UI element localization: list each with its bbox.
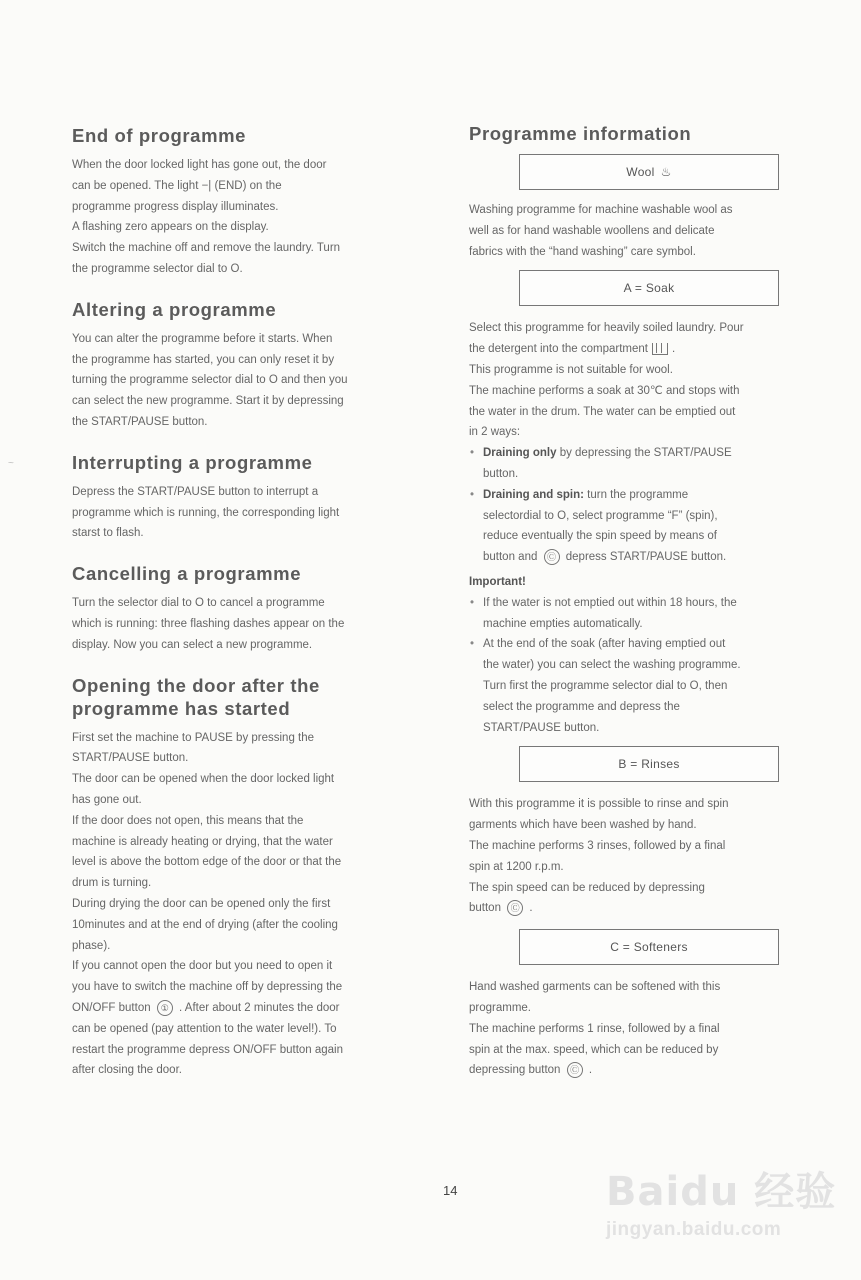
paragraph-line: drum is turning. bbox=[72, 877, 152, 890]
left-column bbox=[72, 118, 434, 1099]
spin-speed-icon: Ⓒ bbox=[567, 1062, 583, 1078]
text-fragment: If the water is not emptied out within 18 hours, the bbox=[483, 596, 737, 609]
text-fragment: START/PAUSE button. bbox=[483, 721, 600, 734]
list-item-bold: Draining and spin: bbox=[483, 488, 584, 501]
paragraph-line: phase). bbox=[72, 939, 111, 952]
paragraph-line: has gone out. bbox=[72, 793, 142, 806]
paragraph-line bbox=[469, 1060, 829, 1081]
paragraph-line: When the door locked light has gone out, the door bbox=[72, 159, 327, 171]
paragraph-line: Depress the START/PAUSE button to interrupt a bbox=[72, 485, 319, 498]
heading-end-of-programme: End of programme bbox=[72, 125, 247, 146]
baidu-watermark bbox=[606, 1160, 846, 1260]
watermark-url: jingyan.baidu.com bbox=[606, 1219, 782, 1240]
text-fragment: selectordial to O, select programme “F” (spin), bbox=[483, 509, 718, 522]
text-fragment: by depressing the START/PAUSE bbox=[559, 447, 732, 460]
text-fragment: . After about 2 minutes the door bbox=[179, 1001, 340, 1014]
spin-speed-icon: Ⓒ bbox=[544, 549, 560, 565]
list-item bbox=[469, 485, 829, 568]
section-end-of-programme bbox=[72, 124, 434, 280]
text-fragment: . bbox=[529, 902, 533, 915]
page-number: 14 bbox=[443, 1183, 458, 1198]
paragraph-line: spin at 1200 r.p.m. bbox=[469, 860, 564, 873]
paragraph-line: This programme is not suitable for wool. bbox=[469, 363, 673, 376]
spin-speed-icon: Ⓒ bbox=[507, 900, 523, 916]
text-fragment: select the programme and depress the bbox=[483, 700, 680, 713]
text-fragment: depress START/PAUSE button. bbox=[565, 551, 727, 564]
paragraph-line: in 2 ways: bbox=[469, 426, 521, 439]
text-fragment: the water) you can select the washing programme. bbox=[483, 659, 741, 672]
section-interrupting bbox=[72, 451, 434, 544]
paragraph-line bbox=[469, 898, 829, 919]
detergent-compartment-icon bbox=[652, 343, 668, 355]
paragraph-line: turning the programme selector dial to O and then you bbox=[72, 374, 348, 387]
right-column bbox=[469, 122, 829, 1081]
paragraph-line: garments which have been washed by hand. bbox=[469, 819, 697, 832]
rinses-box bbox=[519, 746, 779, 782]
paragraph-line: starst to flash. bbox=[72, 527, 144, 540]
paragraph-line: Washing programme for machine washable wool as bbox=[469, 204, 733, 216]
paragraph-line: First set the machine to PAUSE by pressing the bbox=[72, 731, 315, 744]
paragraph-line: display. Now you can select a new programme. bbox=[72, 638, 313, 651]
paragraph-line: If the door does not open, this means that the bbox=[72, 814, 304, 827]
paragraph-line: Turn the selector dial to O to cancel a programme bbox=[72, 597, 325, 610]
paragraph-line: fabrics with the “hand washing” care symbol. bbox=[469, 245, 696, 258]
soak-box bbox=[519, 270, 779, 306]
list-item bbox=[469, 634, 829, 738]
text-fragment: depressing button bbox=[469, 1064, 561, 1077]
paragraph-line: machine is already heating or drying, that the water bbox=[72, 835, 333, 848]
heading-programme-information: Programme information bbox=[469, 123, 692, 144]
paragraph-line: The machine performs 1 rinse, followed by a final bbox=[469, 1022, 720, 1035]
margin-mark: ~ bbox=[8, 458, 14, 469]
paragraph-line: The machine performs a soak at 30℃ and stops with bbox=[469, 384, 740, 397]
paragraph-line: the water in the drum. The water can be emptied out bbox=[469, 405, 736, 418]
paragraph-line: the programme has started, you can only reset it by bbox=[72, 353, 335, 366]
heading-interrupting: Interrupting a programme bbox=[72, 451, 313, 473]
drain-options-list bbox=[469, 443, 829, 568]
paragraph-line: The door can be opened when the door locked light bbox=[72, 773, 335, 786]
soak-label: A = Soak bbox=[623, 281, 675, 296]
paragraph-line: after closing the door. bbox=[72, 1064, 182, 1077]
text-fragment: . bbox=[672, 343, 676, 356]
on-off-icon: ① bbox=[157, 1000, 173, 1016]
paragraph-line: START/PAUSE button. bbox=[72, 752, 189, 765]
paragraph-line bbox=[469, 339, 829, 360]
important-list bbox=[469, 593, 829, 739]
paragraph-line: you have to switch the machine off by depressing the bbox=[72, 981, 343, 994]
text-fragment: Turn first the programme selector dial to O, then bbox=[483, 679, 728, 692]
paragraph-line: spin at the max. speed, which can be reduced by bbox=[469, 1043, 719, 1056]
heading-cancelling: Cancelling a programme bbox=[72, 563, 302, 585]
paragraph-line: which is running: three flashing dashes appear on the bbox=[72, 617, 345, 630]
paragraph-line: If you cannot open the door but you need to open it bbox=[72, 960, 333, 973]
watermark-logo: Baidu 经验 bbox=[606, 1169, 837, 1215]
list-item bbox=[469, 443, 829, 485]
text-fragment: ON/OFF button bbox=[72, 1001, 151, 1014]
paragraph-line: The machine performs 3 rinses, followed by a final bbox=[469, 839, 726, 852]
text-fragment: . bbox=[588, 1064, 593, 1077]
section-opening-door bbox=[72, 674, 434, 1082]
list-item-bold: Draining only bbox=[483, 447, 557, 460]
wool-box bbox=[519, 154, 779, 190]
paragraph-line: 10minutes and at the end of drying (after the cooling bbox=[72, 918, 338, 931]
softeners-label: C = Softeners bbox=[610, 940, 688, 955]
paragraph-line bbox=[72, 998, 434, 1019]
paragraph-line: Switch the machine off and remove the laundry. Turn bbox=[72, 242, 341, 255]
wool-label: Wool bbox=[626, 165, 655, 179]
paragraph-line: With this programme it is possible to rinse and spin bbox=[469, 798, 729, 811]
text-fragment: button. bbox=[483, 467, 519, 480]
text-fragment: button bbox=[469, 902, 501, 915]
important-label: Important! bbox=[469, 575, 526, 588]
paragraph-line: programme which is running, the corresponding light bbox=[72, 506, 340, 519]
list-item bbox=[469, 593, 829, 635]
text-fragment: turn the programme bbox=[587, 488, 689, 501]
heading-altering: Altering a programme bbox=[72, 298, 277, 320]
paragraph-line: well as for hand washable woollens and delicate bbox=[469, 224, 715, 237]
softeners-box bbox=[519, 929, 779, 965]
section-cancelling bbox=[72, 562, 434, 655]
paragraph-line: You can alter the programme before it starts. When bbox=[72, 332, 333, 345]
text-fragment: reduce eventually the spin speed by means of bbox=[483, 530, 717, 543]
paragraph-line: the programme selector dial to O. bbox=[72, 262, 243, 275]
text-fragment: button and bbox=[483, 551, 538, 564]
paragraph-line: the START/PAUSE button. bbox=[72, 415, 208, 428]
paragraph-line: programme. bbox=[469, 1001, 531, 1014]
paragraph-line: can select the new programme. Start it by depressing bbox=[72, 395, 344, 408]
paragraph-line: can be opened (pay attention to the water level!). To bbox=[72, 1022, 337, 1035]
paragraph-line: Select this programme for heavily soiled laundry. Pour bbox=[469, 322, 744, 335]
text-fragment: At the end of the soak (after having emptied out bbox=[483, 638, 726, 651]
heading-opening-door-1: Opening the door after the bbox=[72, 674, 320, 696]
paragraph-line: restart the programme depress ON/OFF button again bbox=[72, 1043, 344, 1056]
paragraph-line: programme progress display illuminates. bbox=[72, 200, 279, 213]
paragraph-line: A flashing zero appears on the display. bbox=[72, 221, 269, 234]
paragraph-line: The spin speed can be reduced by depressing bbox=[469, 881, 705, 894]
section-altering bbox=[72, 298, 434, 433]
hand-wash-icon: ♨ bbox=[660, 165, 672, 179]
paragraph-line: can be opened. The light −| (END) on the bbox=[72, 179, 282, 192]
heading-opening-door-2: programme has started bbox=[72, 697, 291, 719]
text-fragment: machine empties automatically. bbox=[483, 617, 643, 630]
paragraph-line: level is above the bottom edge of the door or that the bbox=[72, 856, 342, 869]
text-fragment: the detergent into the compartment bbox=[469, 343, 648, 356]
paragraph-line: Hand washed garments can be softened with this bbox=[469, 981, 721, 994]
rinses-label: B = Rinses bbox=[618, 757, 680, 772]
paragraph-line: During drying the door can be opened only the first bbox=[72, 897, 331, 910]
